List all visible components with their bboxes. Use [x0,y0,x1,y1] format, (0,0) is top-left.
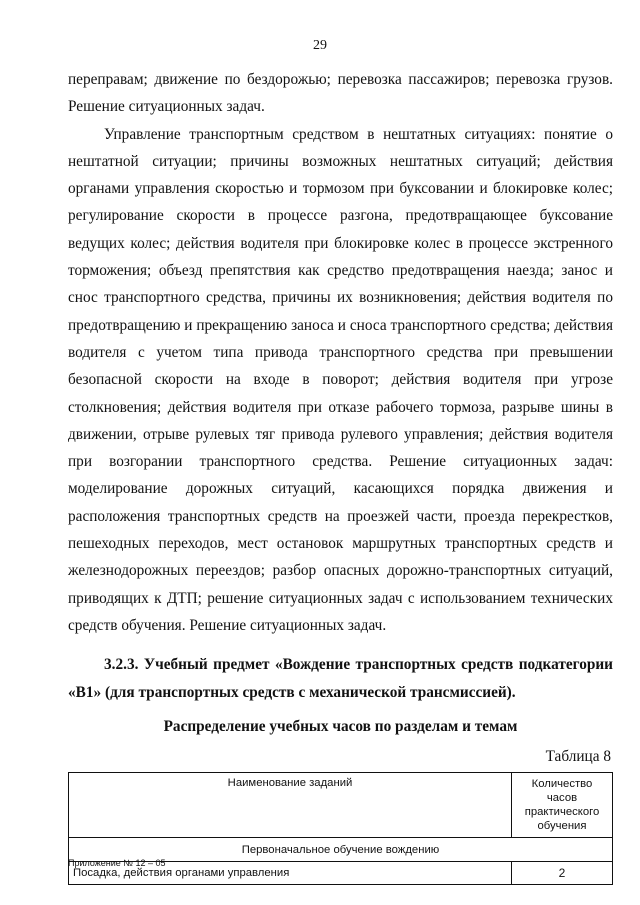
hours-table [68,772,613,885]
section-heading: 3.2.3. Учебный предмет «Вождение транспортных средств подкатегории «В1» (для транспортных средств с механической трансмиссией). [68,656,613,701]
table-header-row [69,773,613,838]
hours-cell: 2 [512,862,613,885]
table-caption: Таблица 8 [545,748,611,766]
page-number: 29 [313,38,327,53]
paragraph-emergency-control: Управление транспортным средством в нештатных ситуациях: понятие о нештатной ситуации; причины возможных нештатных ситуаций; действия органами управления скоростью и тормозом при буксовании и блокировке колес; регулирование скорости в процессе разгона, предотвращающее буксование ведущих колес; действия водителя при блокировке колес в процессе экстренного торможения; объезд препятствия как средство предотвращения наезда; занос и снос транспортного средства, причины их возникновения; действия водителя по предотвращению и прекращению заноса и сноса транспортного средства; действия водителя с учетом типа привода транспортного средства при превышении безопасной скорости на входе в поворот; действия водителя при угрозе столкновения; действия водителя при отказе рабочего тормоза, разрыве шины в движении, отрыве рулевых тяг привода рулевого управления; действия водителя при возгорании транспортного средства. Решение ситуационных задач: моделирование дорожных ситуаций, касающихся порядка движения и расположения транспортных средств на проезжей части, проезда перекрестков, пешеходных переходов, мест остановок маршрутных транспортных средств и железнодорожных переездов; разбор опасных дорожно-транспортных ситуаций, приводящих к ДТП; решение ситуационных задач с использованием технических средств обучения. Решение ситуационных задач. [68,125,613,634]
paragraph-continuation: переправам; движение по бездорожью; перевозка пассажиров; перевозка грузов. Решение ситуационных задач. [68,71,613,116]
footer-appendix-label: Приложение № 12 – 05 [68,858,166,868]
section-title-cell: Первоначальное обучение вождению [69,838,613,862]
header-task-name: Наименование заданий [69,773,512,838]
header-practical-hours: Количество часов практического обучения [512,773,613,838]
distribution-heading: Распределение учебных часов по разделам и темам [163,718,518,736]
document-body [68,66,613,885]
task-name-cell: Посадка, действия органами управления [69,862,512,885]
